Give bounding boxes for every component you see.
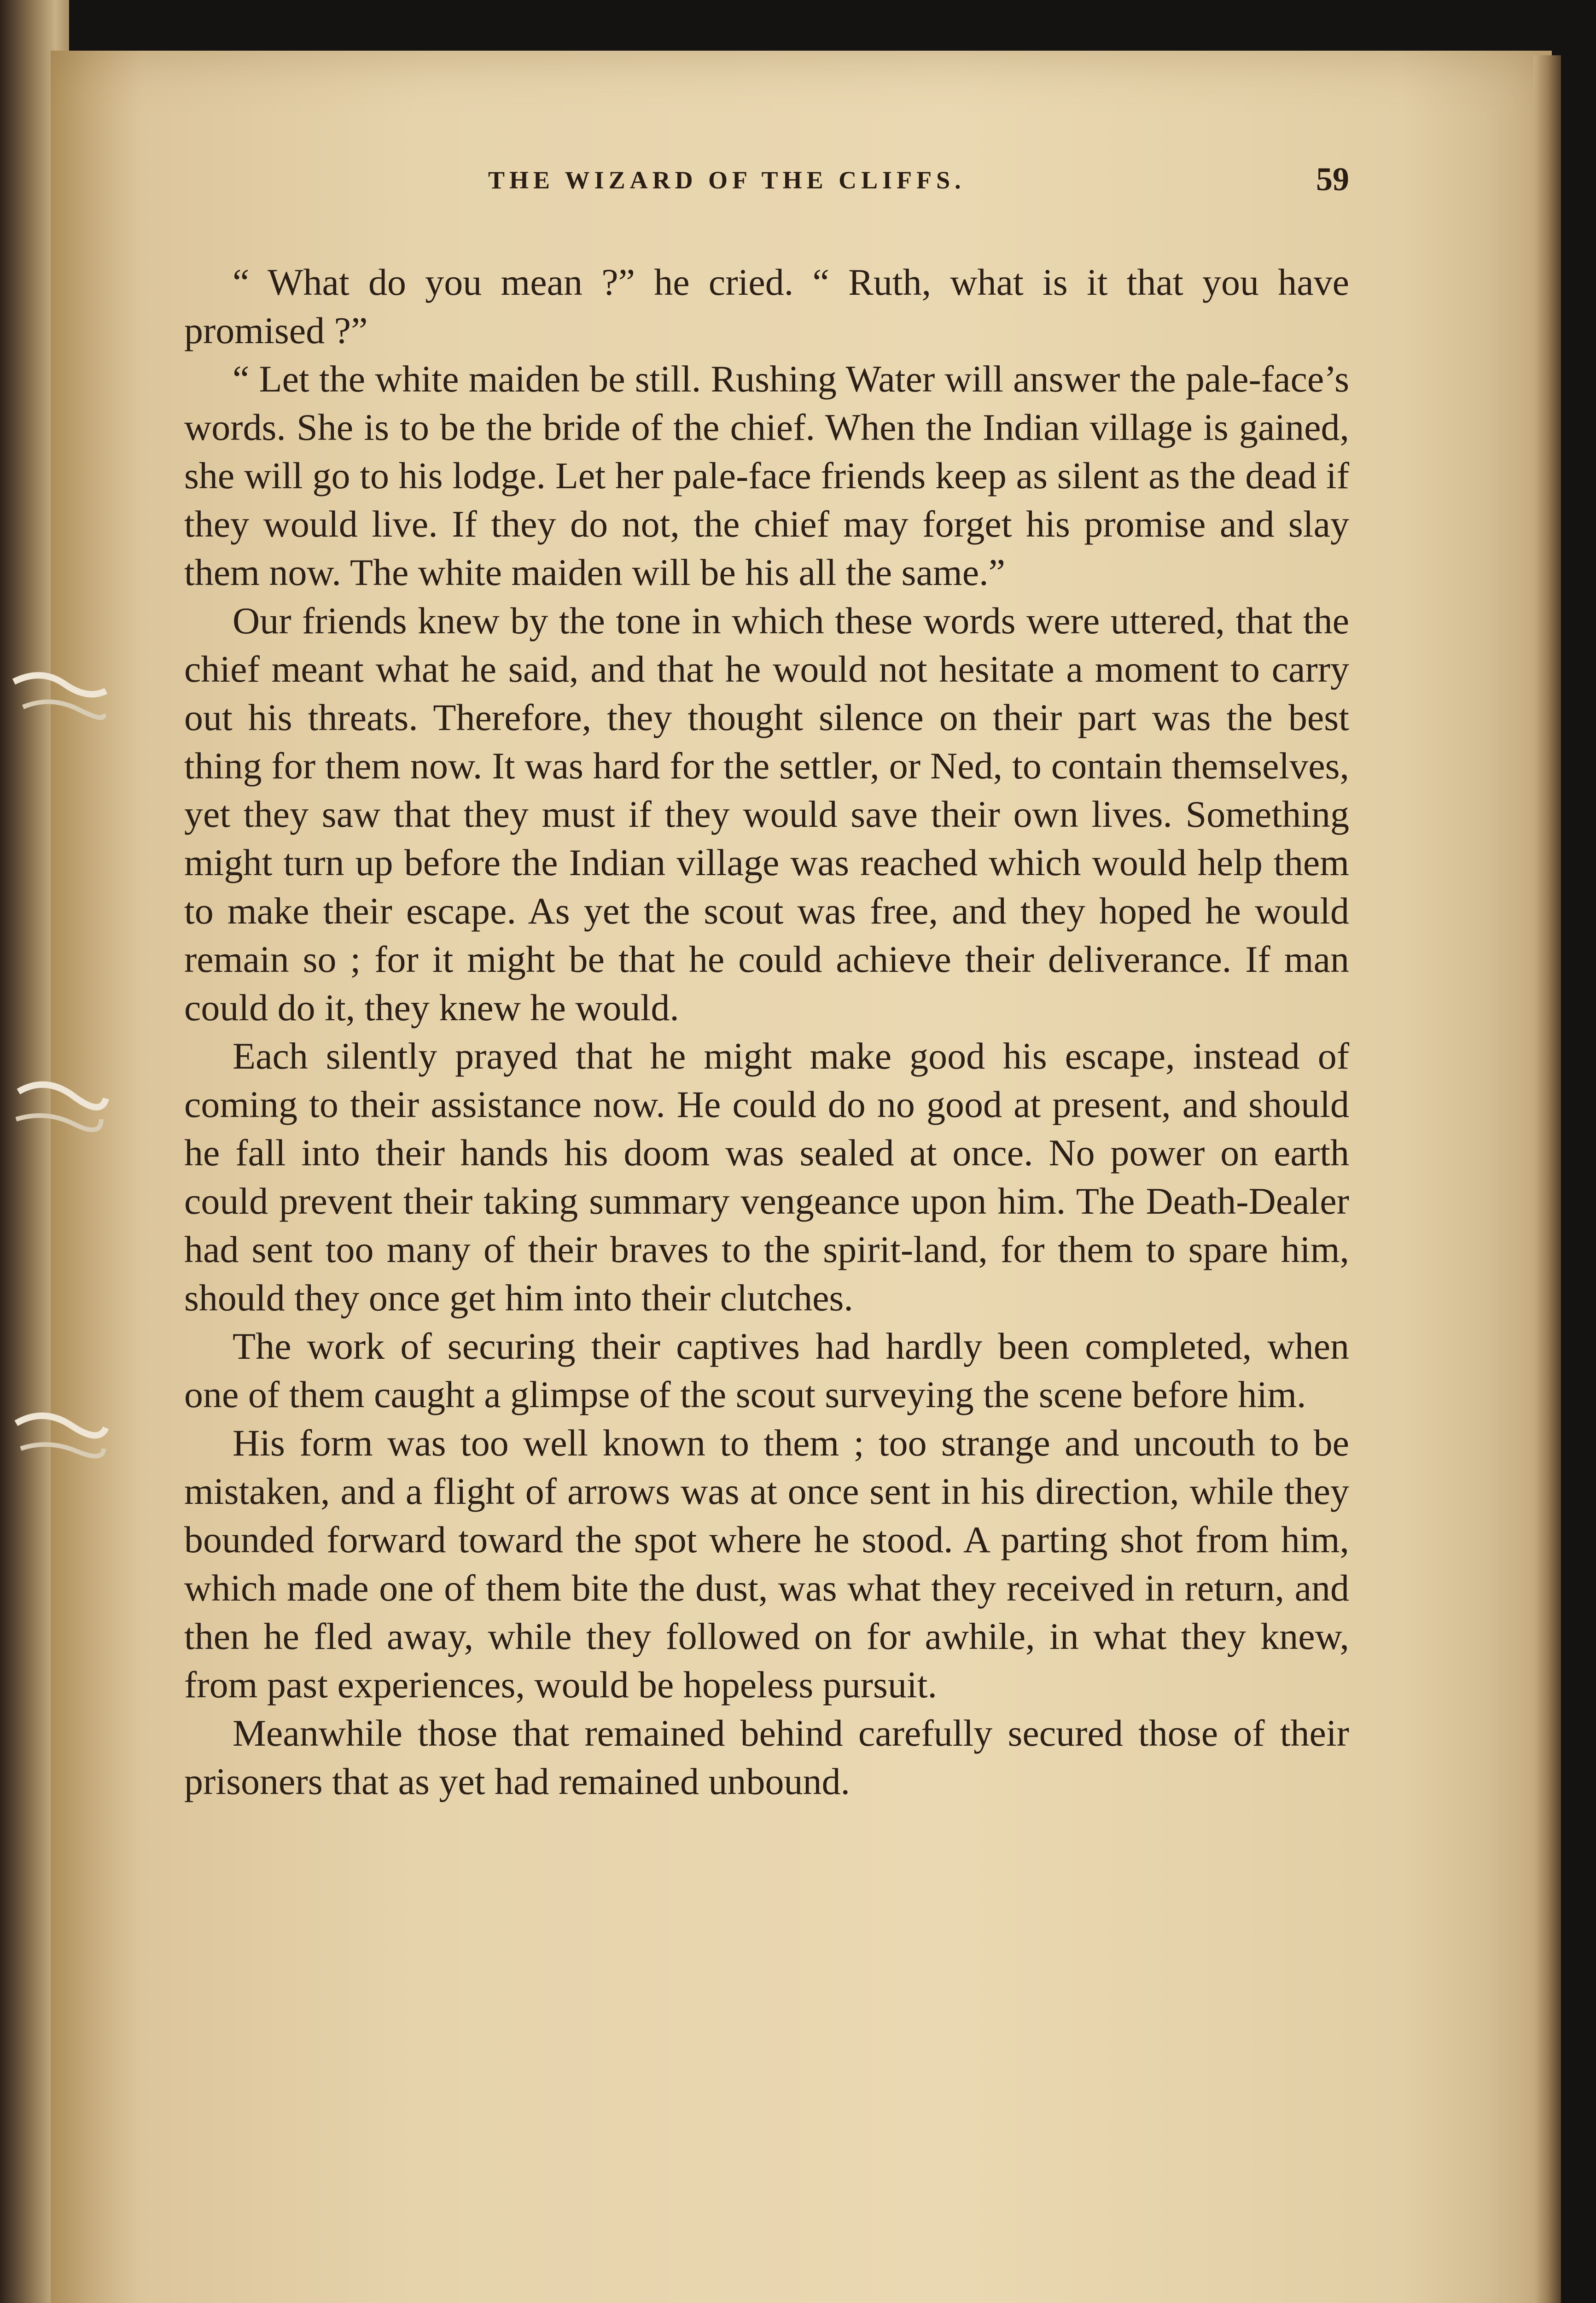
paragraph: “ Let the white maiden be still. Rushing Water will answer the pale-face’s words. She is to be the bride of the chief. When the Indian village is gained, she will go to his lodge. Let her pale-face friends keep as silent as the dead if they would live. If they do not, the chief may forget his promise and slay them now. The white maiden will be his all the same.” — [184, 358, 1349, 593]
binding-thread-mark — [9, 663, 111, 732]
paragraph: Meanwhile those that remained behind carefully secured those of their prisoners that as yet had remained unbound. — [184, 1712, 1349, 1802]
body-text — [184, 258, 1349, 1806]
binding-thread-mark — [9, 1073, 111, 1142]
paragraph: Each silently prayed that he might make good his escape, instead of coming to their assistance now. He could do no good at present, and should he fall into their hands his doom was sealed at once. No power on earth could prevent their taking summary vengeance upon him. The Death-Dealer had sent too many of their braves to the spirit-land, for them to spare him, should they once get him into their clutches. — [184, 1035, 1349, 1319]
page-header — [184, 152, 1349, 216]
paragraph: “ What do you mean ?” he cried. “ Ruth, what is it that you have promised ?” — [184, 261, 1349, 351]
page-fore-edge — [1533, 55, 1561, 2303]
binding-thread-mark — [9, 1400, 111, 1469]
running-head: THE WIZARD OF THE CLIFFS. — [488, 166, 966, 194]
paragraph: The work of securing their captives had hardly been completed, when one of them caught a glimpse of the scout surveying the scene before him. — [184, 1325, 1349, 1415]
paragraph: Our friends knew by the tone in which these words were uttered, that the chief meant what he said, and that he would not hesitate a moment to carry out his threats. Therefore, they thought silence on their part was the best thing for them now. It was hard for the settler, or Ned, to contain themselves, yet they saw that they must if they would save their own lives. Something might turn up before the Indian village was reached which would help them to make their escape. As yet the scout was free, and they hoped he would remain so ; for it might be that he could achieve their deliverance. If man could do it, they knew he would. — [184, 600, 1349, 1029]
paragraph: His form was too well known to them ; too strange and uncouth to be mistaken, and a flight of arrows was at once sent in his direction, while they bounded forward toward the spot where he stood. A parting shot from him, which made one of them bite the dust, was what they received in return, and then he fled away, while they followed on for awhile, in what they knew, from past experiences, would be hopeless pursuit. — [184, 1422, 1349, 1706]
page-number: 59 — [1316, 161, 1349, 198]
